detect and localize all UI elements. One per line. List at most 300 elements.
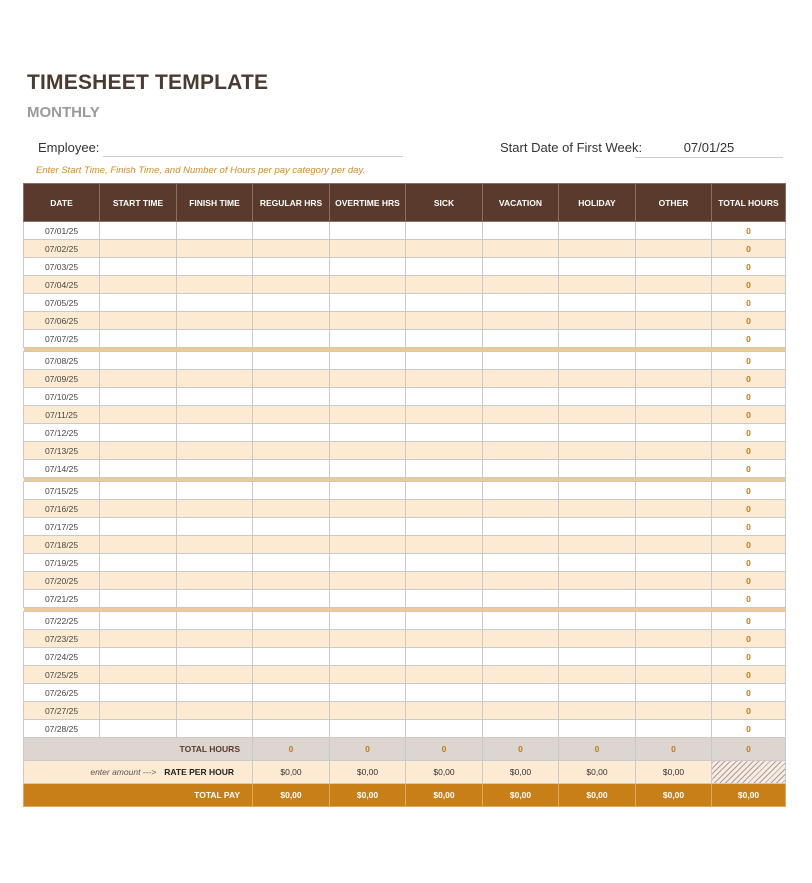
entry-cell[interactable] [330, 352, 406, 370]
date-cell: 07/26/25 [24, 684, 100, 702]
total-pay-label: TOTAL PAY [24, 784, 253, 807]
entry-cell[interactable] [330, 388, 406, 406]
entry-cell[interactable] [330, 684, 406, 702]
entry-cell[interactable] [253, 500, 330, 518]
entry-cell[interactable] [177, 720, 253, 738]
date-cell: 07/28/25 [24, 720, 100, 738]
entry-cell[interactable] [483, 482, 559, 500]
rate-input[interactable]: $0,00 [483, 761, 559, 784]
entry-cell[interactable] [253, 330, 330, 348]
entry-cell[interactable] [559, 352, 636, 370]
entry-cell[interactable] [483, 702, 559, 720]
entry-cell[interactable] [559, 590, 636, 608]
total-hours-cell: 0 [712, 330, 786, 348]
entry-cell[interactable] [100, 482, 177, 500]
rate-input[interactable]: $0,00 [559, 761, 636, 784]
entry-cell[interactable] [483, 666, 559, 684]
total-hours-cell: 0 [712, 590, 786, 608]
table-row [24, 330, 786, 348]
entry-cell[interactable] [559, 554, 636, 572]
table-row [24, 518, 786, 536]
entry-cell[interactable] [636, 536, 712, 554]
entry-cell[interactable] [100, 590, 177, 608]
entry-cell[interactable] [406, 240, 483, 258]
entry-cell[interactable] [406, 482, 483, 500]
entry-cell[interactable] [100, 554, 177, 572]
entry-cell[interactable] [100, 536, 177, 554]
entry-cell[interactable] [253, 222, 330, 240]
entry-cell[interactable] [330, 312, 406, 330]
total-hours-value: 0 [712, 738, 786, 761]
entry-cell[interactable] [100, 500, 177, 518]
entry-cell[interactable] [483, 684, 559, 702]
entry-cell[interactable] [177, 352, 253, 370]
entry-cell[interactable] [559, 370, 636, 388]
date-cell: 07/07/25 [24, 330, 100, 348]
table-row [24, 442, 786, 460]
entry-cell[interactable] [177, 554, 253, 572]
entry-cell[interactable] [330, 518, 406, 536]
entry-cell[interactable] [559, 666, 636, 684]
entry-cell[interactable] [559, 442, 636, 460]
date-cell: 07/19/25 [24, 554, 100, 572]
entry-cell[interactable] [100, 388, 177, 406]
entry-cell[interactable] [253, 352, 330, 370]
entry-cell[interactable] [559, 500, 636, 518]
entry-cell[interactable] [636, 554, 712, 572]
entry-cell[interactable] [177, 330, 253, 348]
entry-cell[interactable] [253, 276, 330, 294]
entry-cell[interactable] [330, 482, 406, 500]
entry-cell[interactable] [253, 294, 330, 312]
table-row [24, 630, 786, 648]
table-row [24, 312, 786, 330]
entry-cell[interactable] [330, 590, 406, 608]
entry-cell[interactable] [177, 294, 253, 312]
table-row [24, 482, 786, 500]
entry-cell[interactable] [483, 536, 559, 554]
total-hours-cell: 0 [712, 388, 786, 406]
rate-input[interactable]: $0,00 [330, 761, 406, 784]
entry-cell[interactable] [253, 684, 330, 702]
entry-cell[interactable] [177, 702, 253, 720]
entry-cell[interactable] [253, 666, 330, 684]
entry-cell[interactable] [483, 312, 559, 330]
entry-cell[interactable] [406, 312, 483, 330]
table-row [24, 352, 786, 370]
entry-cell[interactable] [177, 482, 253, 500]
column-header: DATE [24, 184, 100, 222]
entry-cell[interactable] [177, 460, 253, 478]
entry-cell[interactable] [406, 370, 483, 388]
entry-cell[interactable] [483, 572, 559, 590]
date-cell: 07/17/25 [24, 518, 100, 536]
entry-cell[interactable] [636, 684, 712, 702]
start-date-field[interactable]: 07/01/25 [635, 140, 783, 158]
rate-input[interactable]: $0,00 [253, 761, 330, 784]
entry-cell[interactable] [406, 518, 483, 536]
table-row [24, 276, 786, 294]
entry-cell[interactable] [253, 702, 330, 720]
date-cell: 07/05/25 [24, 294, 100, 312]
entry-cell[interactable] [253, 536, 330, 554]
total-hours-cell: 0 [712, 294, 786, 312]
column-header: SICK [406, 184, 483, 222]
date-cell: 07/02/25 [24, 240, 100, 258]
rate-input[interactable]: $0,00 [636, 761, 712, 784]
entry-cell[interactable] [559, 702, 636, 720]
entry-cell[interactable] [177, 388, 253, 406]
entry-cell[interactable] [483, 630, 559, 648]
entry-cell[interactable] [100, 460, 177, 478]
entry-cell[interactable] [406, 590, 483, 608]
entry-cell[interactable] [100, 258, 177, 276]
entry-cell[interactable] [483, 406, 559, 424]
entry-cell[interactable] [636, 352, 712, 370]
entry-cell[interactable] [253, 240, 330, 258]
total-hours-cell: 0 [712, 442, 786, 460]
entry-cell[interactable] [406, 276, 483, 294]
entry-cell[interactable] [177, 536, 253, 554]
date-cell: 07/04/25 [24, 276, 100, 294]
page-subtitle: MONTHLY [27, 104, 100, 121]
entry-cell[interactable] [253, 388, 330, 406]
entry-cell[interactable] [253, 424, 330, 442]
entry-cell[interactable] [559, 424, 636, 442]
entry-cell[interactable] [253, 312, 330, 330]
entry-cell[interactable] [253, 406, 330, 424]
entry-cell[interactable] [636, 572, 712, 590]
entry-cell[interactable] [330, 294, 406, 312]
entry-cell[interactable] [559, 612, 636, 630]
entry-cell[interactable] [253, 590, 330, 608]
entry-cell[interactable] [559, 312, 636, 330]
entry-cell[interactable] [636, 590, 712, 608]
entry-cell[interactable] [559, 684, 636, 702]
entry-cell[interactable] [406, 630, 483, 648]
total-hours-cell: 0 [712, 720, 786, 738]
entry-cell[interactable] [483, 424, 559, 442]
entry-cell[interactable] [253, 572, 330, 590]
entry-cell[interactable] [636, 442, 712, 460]
entry-cell[interactable] [177, 590, 253, 608]
entry-cell[interactable] [406, 258, 483, 276]
entry-cell[interactable] [100, 702, 177, 720]
employee-label: Employee: [38, 140, 100, 155]
entry-cell[interactable] [100, 666, 177, 684]
entry-cell[interactable] [177, 572, 253, 590]
entry-cell[interactable] [177, 222, 253, 240]
entry-cell[interactable] [177, 406, 253, 424]
table-row [24, 240, 786, 258]
entry-cell[interactable] [406, 460, 483, 478]
date-cell: 07/06/25 [24, 312, 100, 330]
total-hours-cell: 0 [712, 554, 786, 572]
entry-cell[interactable] [636, 720, 712, 738]
entry-cell[interactable] [406, 352, 483, 370]
entry-cell[interactable] [330, 720, 406, 738]
entry-cell[interactable] [483, 518, 559, 536]
entry-cell[interactable] [330, 370, 406, 388]
entry-cell[interactable] [636, 240, 712, 258]
entry-cell[interactable] [636, 482, 712, 500]
entry-cell[interactable] [483, 460, 559, 478]
entry-cell[interactable] [253, 720, 330, 738]
entry-cell[interactable] [177, 684, 253, 702]
total-hours-cell: 0 [712, 648, 786, 666]
entry-cell[interactable] [100, 442, 177, 460]
page-title: TIMESHEET TEMPLATE [27, 71, 269, 94]
entry-cell[interactable] [483, 222, 559, 240]
total-hours-cell: 0 [712, 630, 786, 648]
entry-cell[interactable] [100, 720, 177, 738]
entry-cell[interactable] [330, 666, 406, 684]
employee-field[interactable] [103, 156, 403, 157]
table-row [24, 720, 786, 738]
entry-cell[interactable] [636, 370, 712, 388]
entry-cell[interactable] [636, 312, 712, 330]
entry-cell[interactable] [253, 554, 330, 572]
entry-cell[interactable] [559, 460, 636, 478]
entry-cell[interactable] [177, 612, 253, 630]
entry-cell[interactable] [483, 352, 559, 370]
table-row [24, 258, 786, 276]
entry-cell[interactable] [406, 388, 483, 406]
entry-cell[interactable] [253, 442, 330, 460]
entry-cell[interactable] [100, 424, 177, 442]
entry-cell[interactable] [330, 554, 406, 572]
entry-cell[interactable] [253, 612, 330, 630]
entry-cell[interactable] [483, 258, 559, 276]
entry-cell[interactable] [636, 518, 712, 536]
table-row [24, 370, 786, 388]
entry-cell[interactable] [330, 406, 406, 424]
entry-cell[interactable] [177, 370, 253, 388]
entry-cell[interactable] [330, 630, 406, 648]
entry-cell[interactable] [177, 630, 253, 648]
entry-cell[interactable] [177, 648, 253, 666]
total-pay-value: $0,00 [406, 784, 483, 807]
table-row [24, 406, 786, 424]
entry-cell[interactable] [100, 518, 177, 536]
entry-cell[interactable] [483, 330, 559, 348]
entry-cell[interactable] [406, 536, 483, 554]
entry-cell[interactable] [100, 312, 177, 330]
entry-cell[interactable] [100, 294, 177, 312]
timesheet-table [23, 183, 786, 807]
rate-hint-text: enter amount ---> [90, 767, 157, 777]
entry-cell[interactable] [253, 482, 330, 500]
entry-cell[interactable] [406, 330, 483, 348]
entry-cell[interactable] [330, 442, 406, 460]
entry-cell[interactable] [406, 666, 483, 684]
entry-cell[interactable] [406, 702, 483, 720]
entry-cell[interactable] [177, 276, 253, 294]
entry-cell[interactable] [559, 330, 636, 348]
entry-cell[interactable] [559, 536, 636, 554]
entry-cell[interactable] [406, 554, 483, 572]
entry-cell[interactable] [253, 370, 330, 388]
entry-cell[interactable] [406, 648, 483, 666]
entry-cell[interactable] [406, 612, 483, 630]
column-header: OVERTIME HRS [330, 184, 406, 222]
total-hours-cell: 0 [712, 222, 786, 240]
entry-cell[interactable] [406, 442, 483, 460]
entry-cell[interactable] [406, 572, 483, 590]
entry-cell[interactable] [177, 666, 253, 684]
entry-cell[interactable] [406, 720, 483, 738]
entry-cell[interactable] [100, 648, 177, 666]
entry-cell[interactable] [636, 666, 712, 684]
entry-cell[interactable] [330, 330, 406, 348]
entry-cell[interactable] [636, 294, 712, 312]
entry-cell[interactable] [406, 406, 483, 424]
entry-cell[interactable] [330, 460, 406, 478]
total-pay-value: $0,00 [636, 784, 712, 807]
entry-cell[interactable] [177, 500, 253, 518]
entry-cell[interactable] [177, 442, 253, 460]
entry-cell[interactable] [100, 572, 177, 590]
start-date-label: Start Date of First Week: [500, 140, 643, 155]
entry-cell[interactable] [330, 612, 406, 630]
entry-cell[interactable] [100, 240, 177, 258]
entry-cell[interactable] [406, 294, 483, 312]
entry-cell[interactable] [483, 648, 559, 666]
entry-cell[interactable] [483, 590, 559, 608]
entry-cell[interactable] [100, 612, 177, 630]
entry-cell[interactable] [559, 720, 636, 738]
entry-cell[interactable] [100, 630, 177, 648]
entry-cell[interactable] [483, 294, 559, 312]
entry-cell[interactable] [177, 240, 253, 258]
entry-cell[interactable] [636, 276, 712, 294]
date-cell: 07/15/25 [24, 482, 100, 500]
entry-cell[interactable] [636, 406, 712, 424]
entry-cell[interactable] [559, 482, 636, 500]
entry-cell[interactable] [330, 500, 406, 518]
total-hours-cell: 0 [712, 482, 786, 500]
total-hours-cell: 0 [712, 612, 786, 630]
entry-cell[interactable] [100, 352, 177, 370]
entry-cell[interactable] [177, 424, 253, 442]
total-hours-value: 0 [636, 738, 712, 761]
entry-cell[interactable] [559, 276, 636, 294]
entry-cell[interactable] [253, 518, 330, 536]
entry-cell[interactable] [177, 518, 253, 536]
entry-cell[interactable] [636, 500, 712, 518]
entry-cell[interactable] [559, 630, 636, 648]
entry-cell[interactable] [559, 388, 636, 406]
total-hours-cell: 0 [712, 518, 786, 536]
entry-cell[interactable] [559, 240, 636, 258]
entry-cell[interactable] [330, 536, 406, 554]
entry-cell[interactable] [483, 388, 559, 406]
entry-cell[interactable] [636, 612, 712, 630]
date-cell: 07/03/25 [24, 258, 100, 276]
entry-cell[interactable] [559, 294, 636, 312]
entry-cell[interactable] [177, 258, 253, 276]
entry-cell[interactable] [636, 630, 712, 648]
column-header: TOTAL HOURS [712, 184, 786, 222]
entry-cell[interactable] [177, 312, 253, 330]
entry-cell[interactable] [636, 258, 712, 276]
entry-cell[interactable] [100, 276, 177, 294]
entry-cell[interactable] [483, 612, 559, 630]
entry-cell[interactable] [330, 258, 406, 276]
entry-cell[interactable] [330, 240, 406, 258]
entry-cell[interactable] [253, 648, 330, 666]
entry-cell[interactable] [330, 276, 406, 294]
entry-cell[interactable] [636, 330, 712, 348]
entry-cell[interactable] [483, 370, 559, 388]
table-row [24, 666, 786, 684]
hatched-empty-cell [712, 761, 786, 784]
entry-cell[interactable] [559, 222, 636, 240]
entry-cell[interactable] [253, 460, 330, 478]
date-cell: 07/14/25 [24, 460, 100, 478]
total-hours-row [24, 738, 786, 761]
entry-cell[interactable] [406, 684, 483, 702]
entry-cell[interactable] [559, 572, 636, 590]
entry-cell[interactable] [483, 720, 559, 738]
entry-cell[interactable] [100, 330, 177, 348]
total-hours-label: TOTAL HOURS [24, 738, 253, 761]
entry-cell[interactable] [483, 500, 559, 518]
entry-cell[interactable] [483, 276, 559, 294]
rate-per-hour-label-cell [24, 761, 253, 784]
entry-cell[interactable] [100, 684, 177, 702]
rate-input[interactable]: $0,00 [406, 761, 483, 784]
table-row [24, 554, 786, 572]
entry-cell[interactable] [330, 572, 406, 590]
entry-cell[interactable] [483, 554, 559, 572]
date-cell: 07/13/25 [24, 442, 100, 460]
date-cell: 07/08/25 [24, 352, 100, 370]
table-row [24, 612, 786, 630]
entry-cell[interactable] [636, 424, 712, 442]
total-hours-cell: 0 [712, 500, 786, 518]
entry-cell[interactable] [406, 222, 483, 240]
entry-cell[interactable] [330, 222, 406, 240]
entry-cell[interactable] [100, 370, 177, 388]
entry-cell[interactable] [253, 258, 330, 276]
entry-cell[interactable] [559, 406, 636, 424]
entry-cell[interactable] [559, 258, 636, 276]
entry-cell[interactable] [330, 424, 406, 442]
entry-cell[interactable] [483, 240, 559, 258]
entry-cell[interactable] [636, 388, 712, 406]
entry-cell[interactable] [559, 648, 636, 666]
entry-cell[interactable] [100, 406, 177, 424]
entry-cell[interactable] [100, 222, 177, 240]
entry-cell[interactable] [406, 424, 483, 442]
table-row [24, 536, 786, 554]
entry-cell[interactable] [406, 500, 483, 518]
entry-cell[interactable] [330, 648, 406, 666]
entry-cell[interactable] [636, 222, 712, 240]
column-header: VACATION [483, 184, 559, 222]
date-cell: 07/16/25 [24, 500, 100, 518]
entry-cell[interactable] [559, 518, 636, 536]
entry-cell[interactable] [253, 630, 330, 648]
entry-cell[interactable] [636, 648, 712, 666]
entry-cell[interactable] [330, 702, 406, 720]
table-row [24, 702, 786, 720]
entry-cell[interactable] [483, 442, 559, 460]
entry-cell[interactable] [636, 702, 712, 720]
total-hours-value: 0 [330, 738, 406, 761]
entry-cell[interactable] [636, 460, 712, 478]
